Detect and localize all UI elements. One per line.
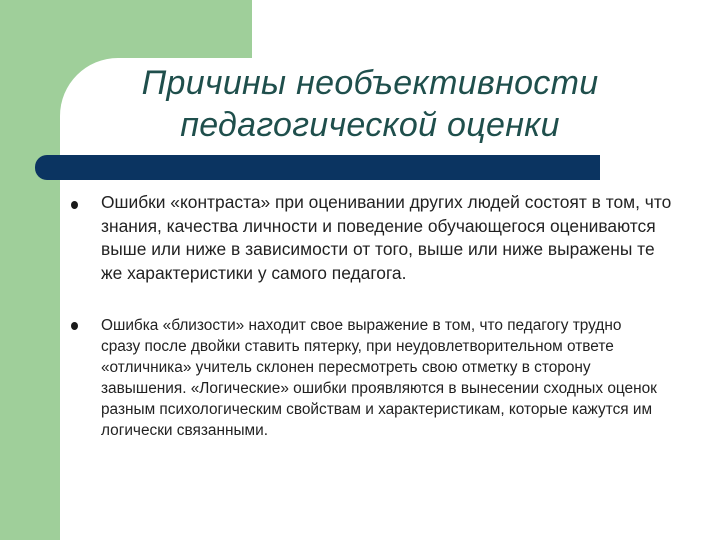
title-divider-bar xyxy=(35,155,600,180)
bullet-text: Ошибка «близости» находит свое выражение в том, что педагогу трудно сразу после двойки ставить пятерку, при неудовлетворительном ответе «отличника» учитель склонен пересмотреть свою отметку в сторону завышения. «Логические» ошибки проявляются в вынесении сходных оценок разным психологическим свойствам и характеристикам, которые кажутся им логически связанными. xyxy=(101,317,657,439)
bullet-dot-icon xyxy=(71,322,78,330)
slide-title: Причины необъективности педагогической оценки xyxy=(141,64,599,144)
bullet-dot-icon xyxy=(71,201,78,209)
bullet-text: Ошибки «контраста» при оценивании других людей состоят в том, что знания, качества личности и поведение обучающегося оцениваются выше или ниже в зависимости от того, выше или ниже выражены те же характеристики у самого педагога. xyxy=(101,192,672,283)
decorative-green-stripe-left xyxy=(0,0,60,540)
